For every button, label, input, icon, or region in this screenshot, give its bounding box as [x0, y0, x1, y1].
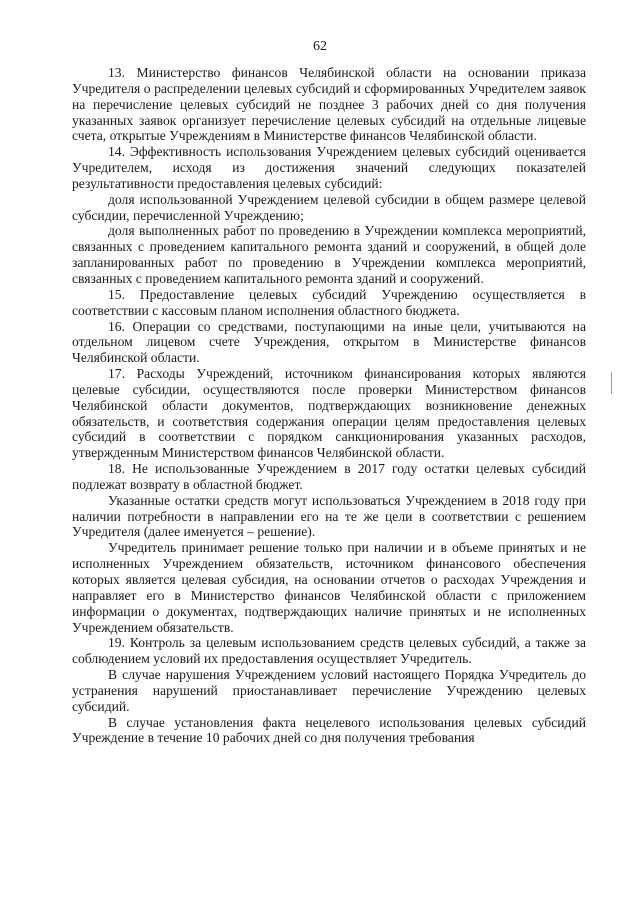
paragraph-18-remainders: Указанные остатки средств могут использоваться Учреждением в 2018 году при наличии потребности в направлении его на те же цели в соответствии с решением Учредителя (далее именуется – решение). — [72, 492, 586, 540]
paragraph-14-indicator-2: доля выполненных работ по проведению в Учреждении комплекса мероприятий, связанных с проведением капитального ремонта зданий и сооружений, в общей доле запланированных работ по проведению в Учреждении комплекса мероприятий, связанных с проведением капитального ремонта зданий и сооружений. — [72, 223, 586, 286]
document-body — [72, 65, 586, 746]
paragraph-18: 18. Не использованные Учреждением в 2017 году остатки целевых субсидий подлежат возврату в областной бюджет. — [72, 461, 586, 492]
paragraph-19-misuse: В случае установления факта нецелевого использования целевых субсидий Учреждение в течение 10 рабочих дней со дня получения требования — [72, 714, 586, 746]
paragraph-14: 14. Эффективность использования Учреждением целевых субсидий оценивается Учредителем, исходя из достижения значений следующих показателей результативности предоставления целевых субсидий: — [72, 144, 586, 191]
paragraph-16: 16. Операции со средствами, поступающими на иные цели, учитываются на отдельном лицевом счете Учреждения, открытом в Министерстве финансов Челябинской области. — [72, 318, 586, 366]
paragraph-19: 19. Контроль за целевым использованием средств целевых субсидий, а также за соблюдением условий их предоставления осуществляет Учредитель. — [72, 635, 586, 667]
paragraph-13: 13. Министерство финансов Челябинской области на основании приказа Учредителя о распределении целевых субсидий и сформированных Учредителем заявок на перечисление целевых субсидий не позднее 3 рабочих дней со дня получения указанных заявок организует перечисление целевых субсидий на отдельные лицевые счета, открытые Учреждениям в Министерстве финансов Челябинской области. — [72, 65, 586, 144]
paragraph-14-indicator-1: доля использованной Учреждением целевой субсидии в общем размере целевой субсидии, перечисленной Учреждению; — [72, 191, 586, 223]
paragraph-19-violation: В случае нарушения Учреждением условий настоящего Порядка Учредитель до устранения нарушений приостанавливает перечисление Учреждению целевых субсидий. — [72, 667, 586, 714]
page-number: 62 — [313, 39, 327, 54]
scan-margin-mark — [611, 372, 612, 394]
paragraph-17: 17. Расходы Учреждений, источником финансирования которых являются целевые субсидии, осуществляются после проверки Министерством финансов Челябинской области документов, подтверждающих возникновение денежных обязательств, и соответствия содержания операции целям предоставления целевых субсидий в соответствии с порядком санкционирования указанных расходов, утвержденным Министерством финансов Челябинской области. — [72, 366, 586, 461]
paragraph-18-decision: Учредитель принимает решение только при наличии и в объеме принятых и не исполненных Учреждением обязательств, источником финансового обеспечения которых является целевая субсидия, на основании отчетов о расходах Учреждения и направляет его в Министерство финансов Челябинской области с приложением информации о документах, подтверждающих наличие принятых и не исполненных Учреждением обязательств. — [72, 540, 586, 635]
paragraph-15: 15. Предоставление целевых субсидий Учреждению осуществляется в соответствии с кассовым планом исполнения областного бюджета. — [72, 286, 586, 318]
